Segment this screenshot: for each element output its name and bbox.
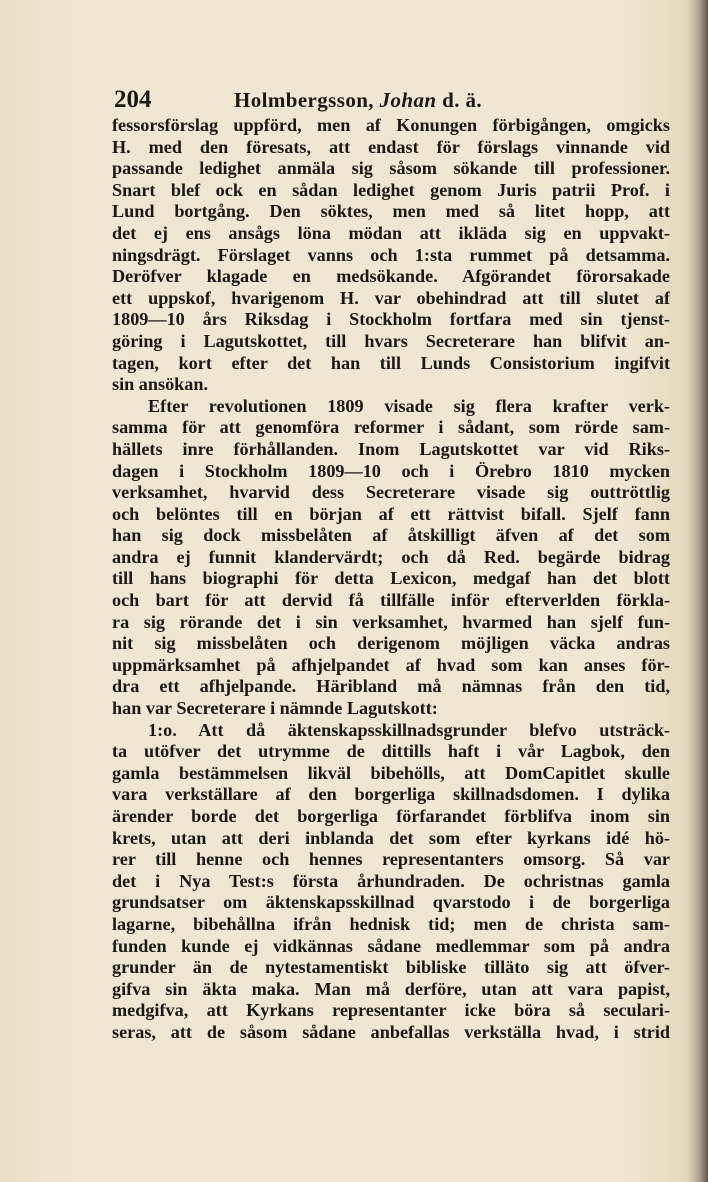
text-line: verksamhet, hvarvid dess Secreterare visade sig outtröttlig	[112, 482, 670, 503]
running-head-given-name: Johan	[379, 88, 437, 112]
running-head-surname: Holmbergsson,	[234, 88, 374, 112]
text-line: fessorsförslag uppförd, men af Konungen förbigången, omgicks	[112, 115, 670, 135]
text-line: rer till henne och hennes representanters omsorg. Så var	[112, 849, 670, 870]
text-line: 1:o. Att då äktenskapsskillnadsgrunder blefvo utsträck-	[148, 719, 670, 740]
text-line: Snart blef ock en sådan ledighet genom Juris patrii Prof. i	[112, 179, 670, 200]
text-line: nit sig missbelåten och derigenom möjligen väcka andras	[112, 633, 670, 654]
text-line: krets, utan att deri inblanda det som efter kyrkans idé hö-	[112, 827, 670, 848]
text-line: vara verkställare af den borgerliga skillnadsdomen. I dylika	[112, 784, 670, 805]
text-line: det i Nya Test:s första århundraden. De ochristnas gamla	[112, 870, 670, 891]
text-line: ningsdrägt. Förslaget vanns och 1:sta rummet på detsamma.	[112, 244, 670, 265]
text-line: uppmärksamhet på afhjelpandet af hvad som kan anses för-	[112, 654, 670, 675]
text-line	[112, 1044, 670, 1066]
page-number: 204	[114, 86, 152, 113]
text-line: sin ansökan.	[112, 374, 209, 395]
text-line: tagen, kort efter det han till Lunds Consistorium ingifvit	[112, 352, 670, 373]
text-line: samma för att genomföra reformer i sådant, som rörde sam-	[112, 417, 670, 438]
text-line: och bart för att dervid få tillfälle inför efterverlden förkla-	[112, 590, 670, 611]
text-line: ta utöfver det utrymme de dittills haft i vår Lagbok, den	[112, 741, 670, 762]
text-line: göring i Lagutskottet, till hvars Secreterare han blifvit an-	[112, 330, 670, 351]
text-line: lagarne, bibehållna ifrån hednisk tid; men de christa sam-	[112, 913, 670, 934]
text-line: Efter revolutionen 1809 visade sig flera krafter verk-	[148, 395, 670, 416]
text-line: han var Secreterare i nämnde Lagutskott:	[112, 698, 438, 719]
text-line: han sig dock missbelåten af åtskilligt äfven af det som	[112, 525, 670, 546]
text-line: ett uppskof, hvarigenom H. var obehindrad att till slutet af	[112, 287, 670, 308]
text-line: ärender borde det borgerliga förfarandet förblifva inom sin	[112, 806, 670, 826]
text-line: andra ej funnit klandervärdt; och då Red. begärde bidrag	[112, 546, 670, 567]
text-line: grunder än de nytestamentiskt bibliske tilläto sig att öfver-	[112, 957, 670, 978]
text-line: gamla bestämmelsen likväl bibehölls, att DomCapitlet skulle	[112, 762, 670, 783]
text-line: passande ledighet anmäla sig såsom sökande till professioner.	[112, 158, 670, 179]
text-line: 1809—10 års Riksdag i Stockholm fortfara med sin tjenst-	[112, 309, 670, 330]
text-line: Deröfver klagade en medsökande. Afgörandet förorsakade	[112, 266, 670, 287]
running-head	[234, 88, 482, 113]
text-line: dagen i Stockholm 1809—10 och i Örebro 1810 mycken	[112, 460, 670, 481]
text-line: grundsatser om äktenskapsskillnad qvarstodo i de borgerliga	[112, 892, 670, 913]
text-line: dra ett afhjelpande. Häribland må nämnas från den tid,	[112, 676, 670, 697]
page-header	[112, 86, 672, 114]
body-text	[112, 115, 670, 1065]
text-line: medgifva, att Kyrkans representanter icke böra så seculari-	[112, 1000, 670, 1021]
running-head-suffix: d. ä.	[442, 88, 483, 112]
text-line: H. med den föresats, att endast för förslags vinnande vid	[112, 136, 670, 157]
text-line: gifva sin äkta maka. Man må derföre, utan att vara papist,	[112, 978, 670, 999]
text-line: till hans biographi för detta Lexicon, medgaf han det blott	[112, 568, 670, 589]
text-line: ra sig rörande det i sin verksamhet, hvarmed han sjelf fun-	[112, 611, 670, 632]
text-line: och belöntes till en början af ett rättvist bifall. Sjelf fann	[112, 503, 670, 524]
page-edge-shadow	[700, 0, 708, 1182]
text-line: funden kunde ej vidkännas sådane medlemmar som på andra	[112, 935, 670, 956]
text-line: seras, att de såsom sådane anbefallas verkställa hvad, i strid	[112, 1021, 670, 1042]
text-line: Lund bortgång. Den söktes, men med så litet hopp, att	[112, 201, 670, 222]
text-line: hällets inre förhållanden. Inom Lagutskottet var vid Riks-	[112, 438, 670, 459]
text-line: det ej ens ansågs löna mödan att ikläda sig en uppvakt-	[112, 222, 670, 243]
